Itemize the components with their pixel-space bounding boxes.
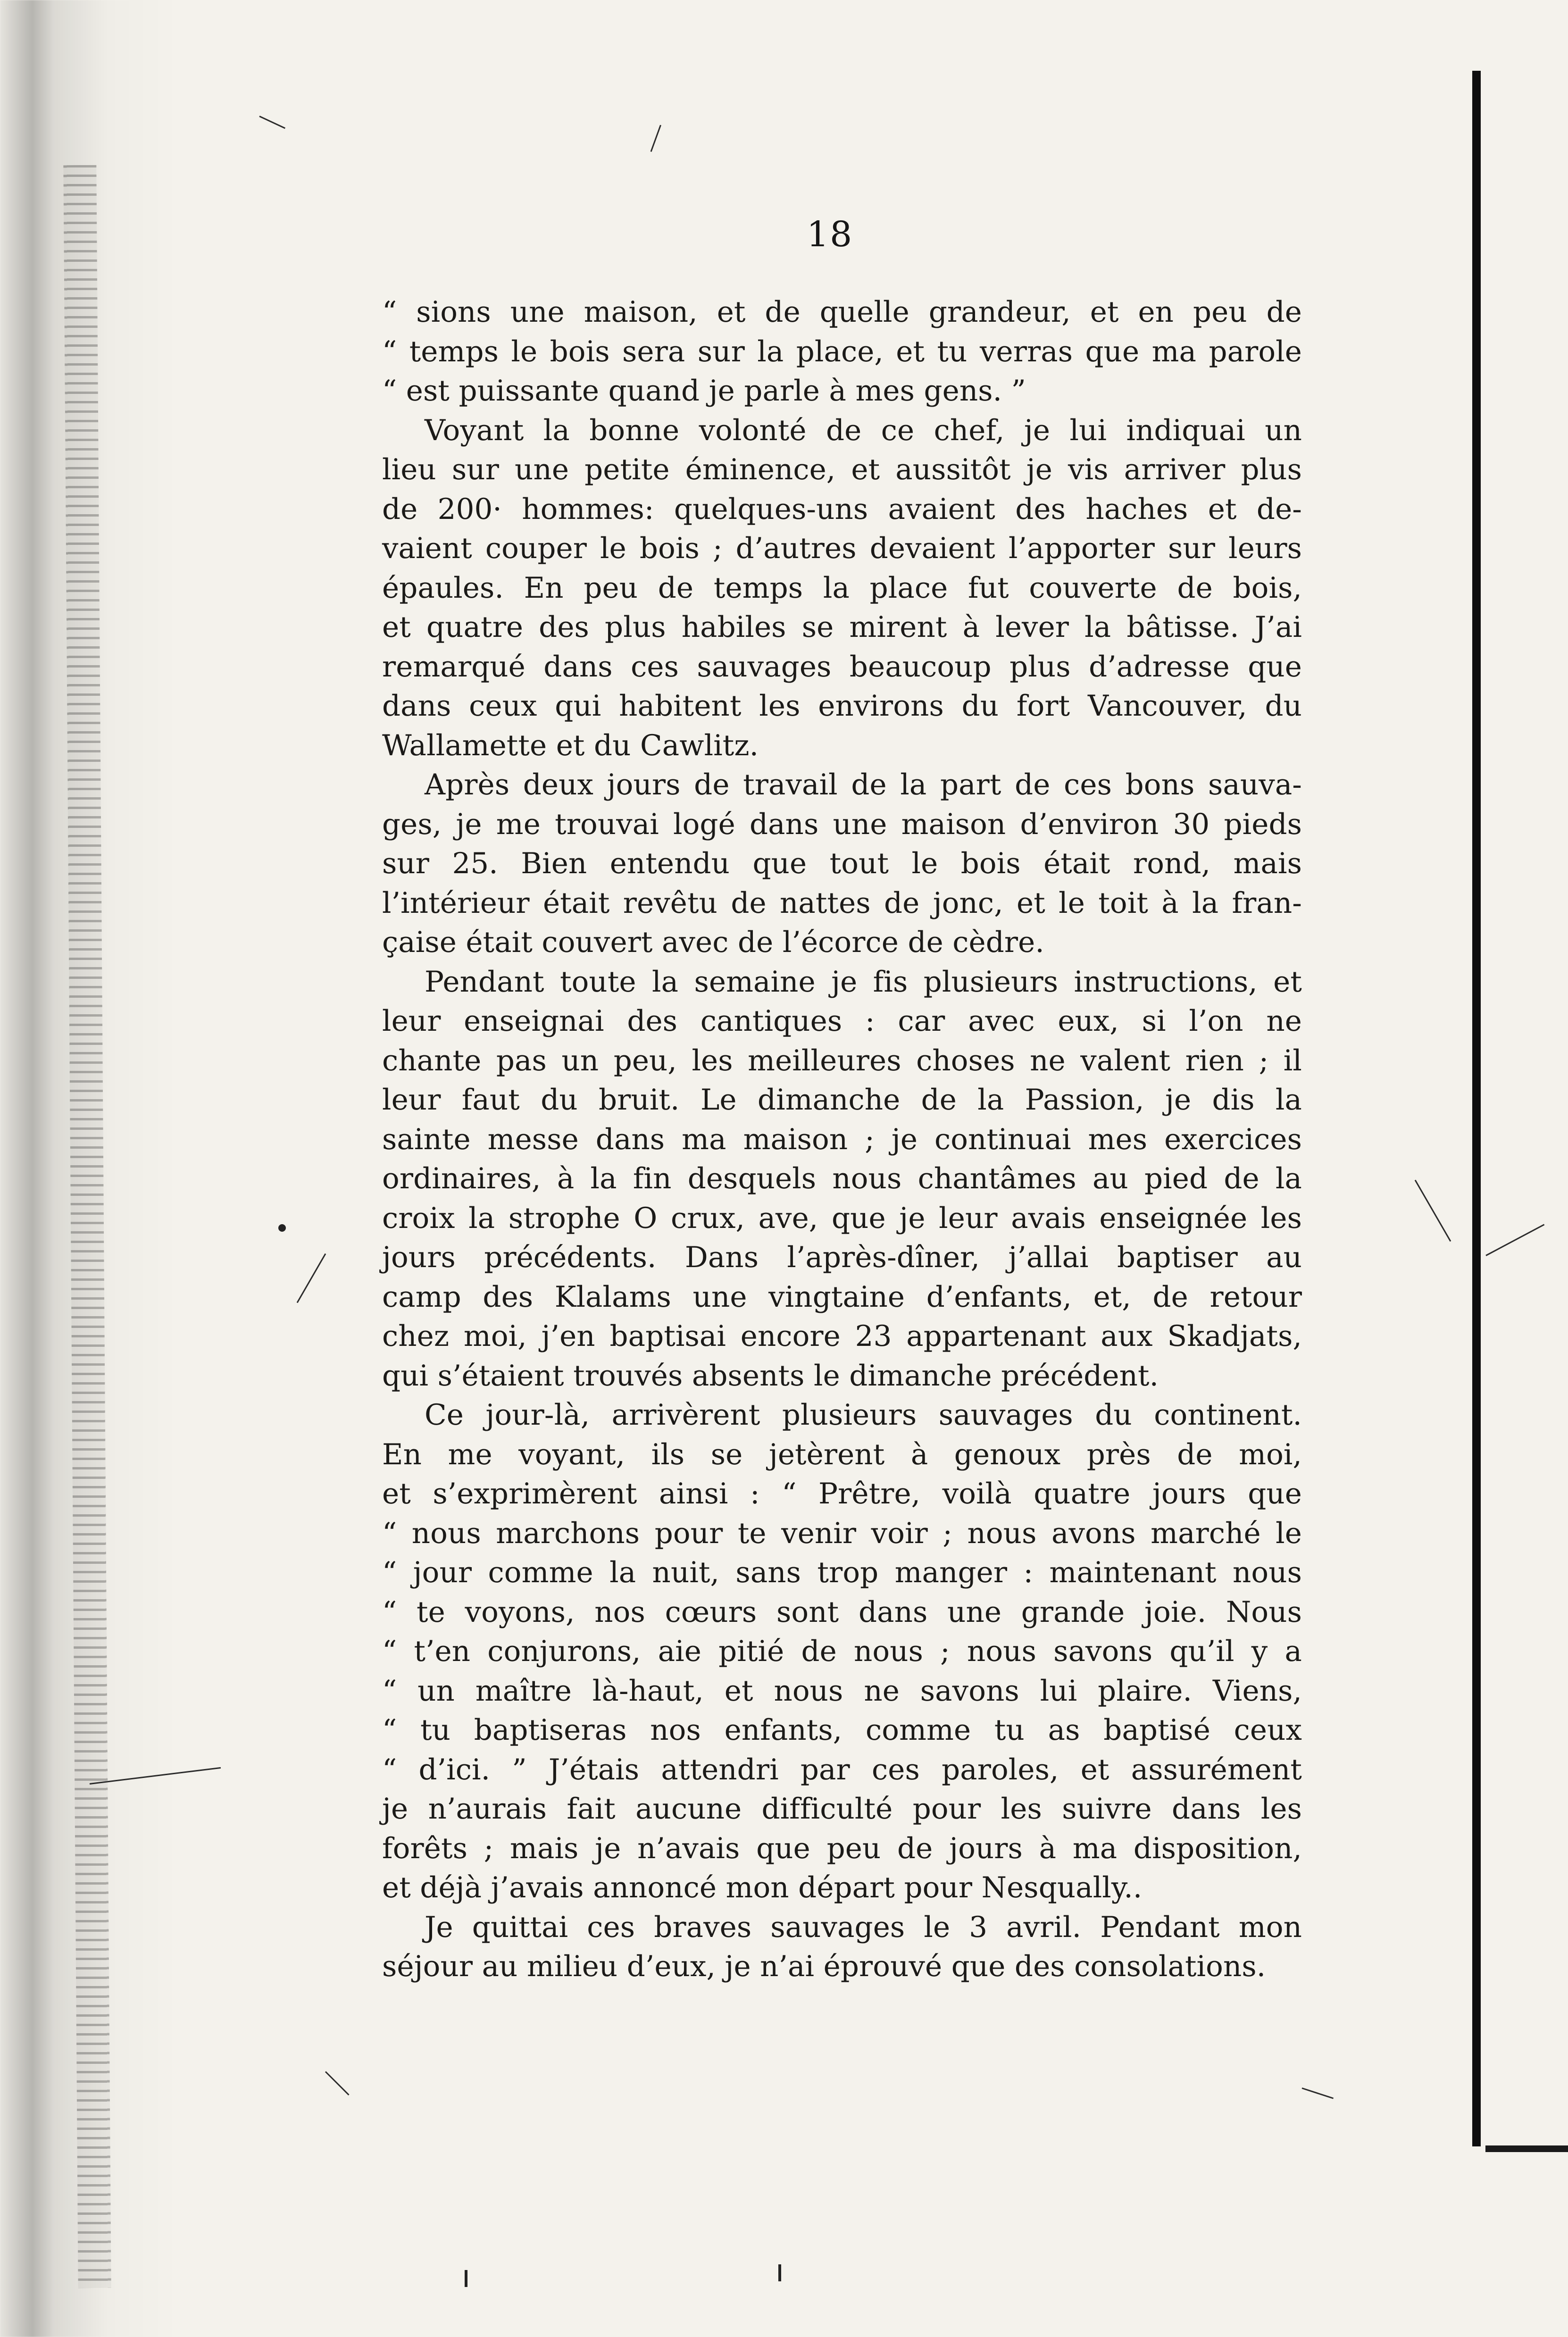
tick-mark	[465, 2270, 467, 2287]
text-line: l’intérieur était revêtu de nattes de jonc, et le toit à la fran-	[382, 886, 1302, 920]
pencil-stroke	[325, 2071, 350, 2095]
text-line: “ jour comme la nuit, sans trop manger : maintenant nous	[382, 1556, 1302, 1589]
text-line: En me voyant, ils se jetèrent à genoux près de moi,	[382, 1437, 1302, 1471]
text-line: ges, je me trouvai logé dans une maison d’environ 30 pieds	[382, 807, 1302, 841]
text-line: séjour au milieu d’eux, je n’ai éprouvé que des consolations.	[382, 1950, 1266, 1983]
text-line: chez moi, j’en baptisai encore 23 appartenant aux Skadjats,	[382, 1319, 1302, 1353]
text-line: croix la strophe O crux, ave, que je leur avais enseignée les	[382, 1201, 1302, 1235]
pencil-stroke	[1485, 1224, 1544, 1256]
text-line: leur faut du bruit. Le dimanche de la Passion, je dis la	[382, 1083, 1302, 1117]
text-line: Après deux jours de travail de la part de ces bons sauva-	[425, 768, 1302, 801]
text-line: et s’exprimèrent ainsi : “ Prêtre, voilà quatre jours que	[382, 1477, 1302, 1511]
text-line: Voyant la bonne volonté de ce chef, je lui indiquai un	[425, 413, 1302, 447]
text-line: “ est puissante quand je parle à mes gens. ”	[382, 374, 1026, 408]
page-number: 18	[807, 214, 853, 255]
right-margin-rule	[1472, 71, 1481, 2146]
text-line: sur 25. Bien entendu que tout le bois était rond, mais	[382, 847, 1302, 880]
text-line: ordinaires, à la fin desquels nous chantâmes au pied de la	[382, 1162, 1302, 1195]
text-line: chante pas un peu, les meilleures choses ne valent rien ; il	[382, 1043, 1302, 1077]
text-line: leur enseignai des cantiques : car avec eux, si l’on ne	[382, 1004, 1302, 1038]
text-line: “ tu baptiseras nos enfants, comme tu as baptisé ceux	[382, 1713, 1302, 1747]
text-line: épaules. En peu de temps la place fut couverte de bois,	[382, 571, 1302, 605]
text-line: et déjà j’avais annoncé mon départ pour Nesqually..	[382, 1871, 1143, 1904]
text-line: “ temps le bois sera sur la place, et tu verras que ma parole	[382, 334, 1302, 368]
pencil-stroke	[1302, 2087, 1334, 2099]
right-rule-foot	[1485, 2145, 1568, 2152]
pencil-stroke	[259, 116, 285, 129]
text-line: “ nous marchons pour te venir voir ; nous avons marché le	[382, 1516, 1302, 1550]
text-line: qui s’étaient trouvés absents le dimanche précédent.	[382, 1359, 1159, 1393]
text-line: “ d’ici. ” J’étais attendri par ces paroles, et assurément	[382, 1753, 1302, 1786]
text-line: de 200· hommes: quelques-uns avaient des haches et de-	[382, 492, 1302, 526]
text-line: je n’aurais fait aucune difficulté pour les suivre dans les	[382, 1792, 1302, 1826]
text-line: “ sions une maison, et de quelle grandeur, et en peu de	[382, 295, 1302, 329]
text-line: “ t’en conjurons, aie pitié de nous ; nous savons qu’il y a	[382, 1635, 1302, 1668]
text-line: “ te voyons, nos cœurs sont dans une grande joie. Nous	[382, 1595, 1302, 1629]
text-line: Ce jour-là, arrivèrent plusieurs sauvages du continent.	[425, 1398, 1302, 1432]
text-line: remarqué dans ces sauvages beaucoup plus d’adresse que	[382, 650, 1302, 684]
text-line: lieu sur une petite éminence, et aussitôt je vis arriver plus	[382, 453, 1302, 486]
text-line: jours précédents. Dans l’après-dîner, j’allai baptiser au	[382, 1241, 1302, 1274]
ink-dot	[278, 1224, 286, 1232]
text-line: Pendant toute la semaine je fis plusieurs instructions, et	[425, 965, 1302, 999]
text-line: Wallamette et du Cawlitz.	[382, 728, 759, 762]
text-line: çaise était couvert avec de l’écorce de cèdre.	[382, 926, 1044, 959]
pencil-stroke	[1415, 1180, 1451, 1242]
text-line: Je quittai ces braves sauvages le 3 avril. Pendant mon	[425, 1910, 1302, 1944]
pencil-stroke	[651, 125, 661, 152]
tick-mark	[778, 2264, 781, 2281]
text-line: forêts ; mais je n’avais que peu de jours à ma disposition,	[382, 1831, 1302, 1865]
text-line: camp des Klalams une vingtaine d’enfants, et, de retour	[382, 1280, 1302, 1314]
pencil-stroke	[297, 1253, 326, 1303]
text-line: “ un maître là-haut, et nous ne savons lui plaire. Viens,	[382, 1674, 1302, 1708]
body-text	[382, 292, 1302, 1986]
text-line: vaient couper le bois ; d’autres devaient l’apporter sur leurs	[382, 532, 1302, 565]
text-line: sainte messe dans ma maison ; je continuai mes exercices	[382, 1122, 1302, 1156]
text-line: et quatre des plus habiles se mirent à lever la bâtisse. J’ai	[382, 610, 1302, 644]
text-line: dans ceux qui habitent les environs du fort Vancouver, du	[382, 689, 1302, 723]
